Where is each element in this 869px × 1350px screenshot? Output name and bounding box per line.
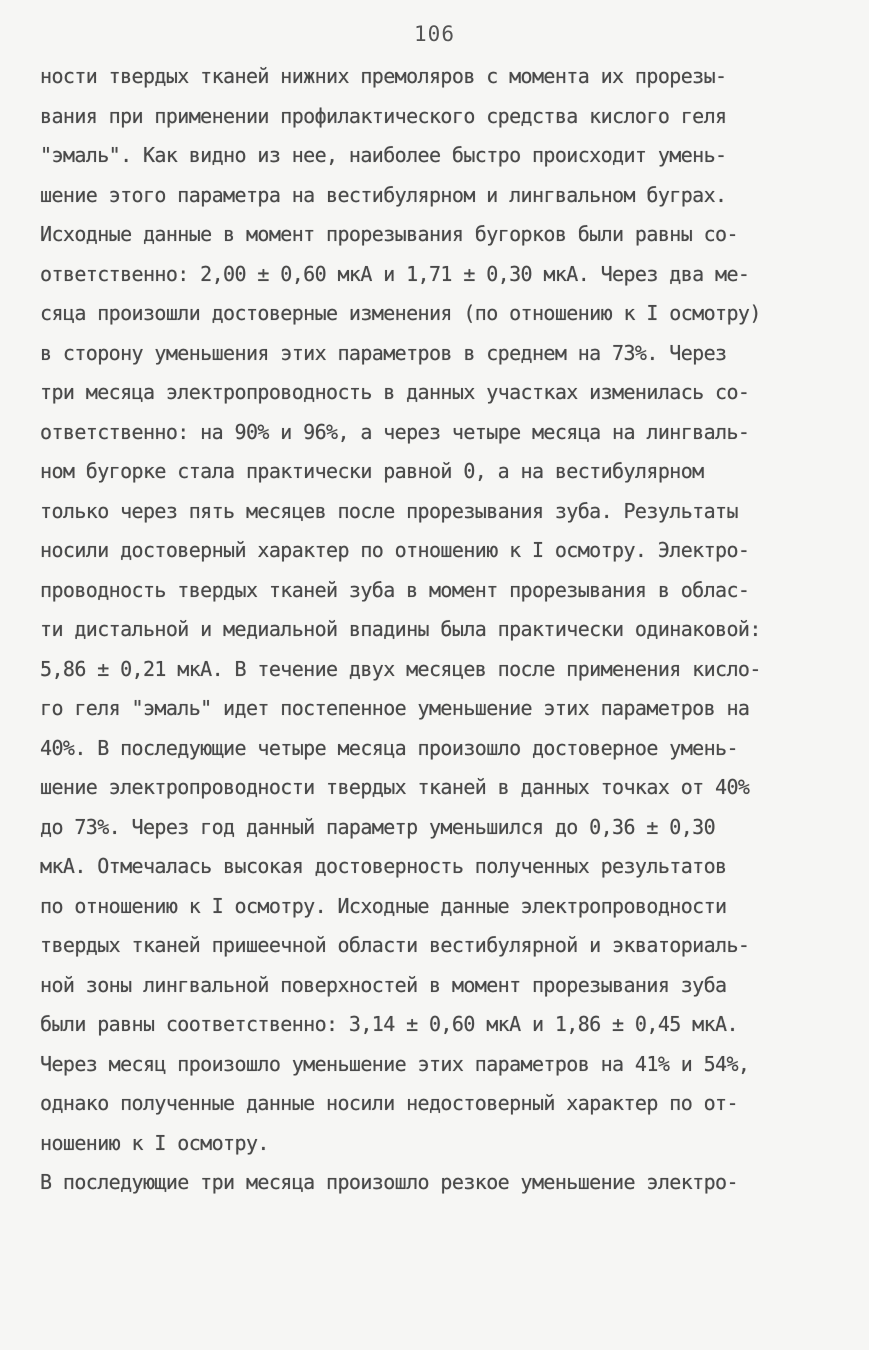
text-line: носили достоверный характер по отношению к I осмотру. Электро-	[40, 538, 750, 562]
text-line: ной зоны лингвальной поверхностей в момент прорезывания зуба	[40, 972, 727, 997]
text-line: ности твердых тканей нижних премоляров с момента их прорезы-	[40, 64, 727, 88]
text-line: твердых тканей пришеечной области вестибулярной и экваториаль-	[40, 933, 750, 957]
text-line: ответственно: на 90% и 96%, а через четыре месяца на лингваль-	[40, 419, 750, 444]
text-line: 40%. В последующие четыре месяца произошло достоверное умень-	[40, 735, 738, 760]
text-line: проводность твердых тканей зуба в момент прорезывания в облас-	[40, 577, 750, 602]
text-line: сяца произошли достоверные изменения (по отношению к I осмотру)	[40, 301, 761, 325]
text-line: мкА. Отмечалась высокая достоверность полученных результатов	[40, 854, 727, 878]
text-line: до 73%. Через год данный параметр уменьшился до 0,36 ± 0,30	[40, 814, 716, 839]
text-line: ответственно: 2,00 ± 0,60 мкА и 1,71 ± 0,30 мкА. Через два ме-	[40, 261, 750, 286]
text-line: Исходные данные в момент прорезывания бугорков были равны со-	[40, 222, 738, 246]
text-line: В последующие три месяца произошло резкое уменьшение электро-	[40, 1170, 738, 1194]
text-line: только через пять месяцев после прорезывания зуба. Результаты	[40, 498, 738, 523]
page-number: 106	[414, 22, 455, 46]
text-line: шение этого параметра на вестибулярном и лингвальном буграх.	[40, 182, 727, 207]
text-line: го геля "эмаль" идет постепенное уменьшение этих параметров на	[40, 696, 750, 720]
text-line: в сторону уменьшения этих параметров в среднем на 73%. Через	[40, 340, 727, 365]
text-line: "эмаль". Как видно из нее, наиболее быстро происходит умень-	[40, 143, 727, 167]
text-line: вания при применении профилактического средства кислого геля	[40, 103, 727, 128]
text-line: ти дистальной и медиальной впадины была практически одинаковой:	[40, 617, 761, 641]
text-line: 5,86 ± 0,21 мкА. В течение двух месяцев после применения кисло-	[40, 656, 761, 681]
text-line: три месяца электропроводность в данных участках изменилась со-	[40, 380, 750, 404]
text-line: ном бугорке стала практически равной 0, а на вестибулярном	[40, 459, 704, 483]
text-line: были равны соответственно: 3,14 ± 0,60 мкА и 1,86 ± 0,45 мкА.	[40, 1012, 738, 1036]
text-line: ношению к I осмотру.	[40, 1130, 269, 1155]
body-text	[40, 57, 835, 1203]
text-line: шение электропроводности твердых тканей в данных точках от 40%	[40, 775, 750, 799]
text-line: Через месяц произошло уменьшение этих параметров на 41% и 54%,	[40, 1051, 750, 1076]
text-line: однако полученные данные носили недостоверный характер по от-	[40, 1091, 738, 1115]
text-line: по отношению к I осмотру. Исходные данные электропроводности	[40, 893, 727, 918]
